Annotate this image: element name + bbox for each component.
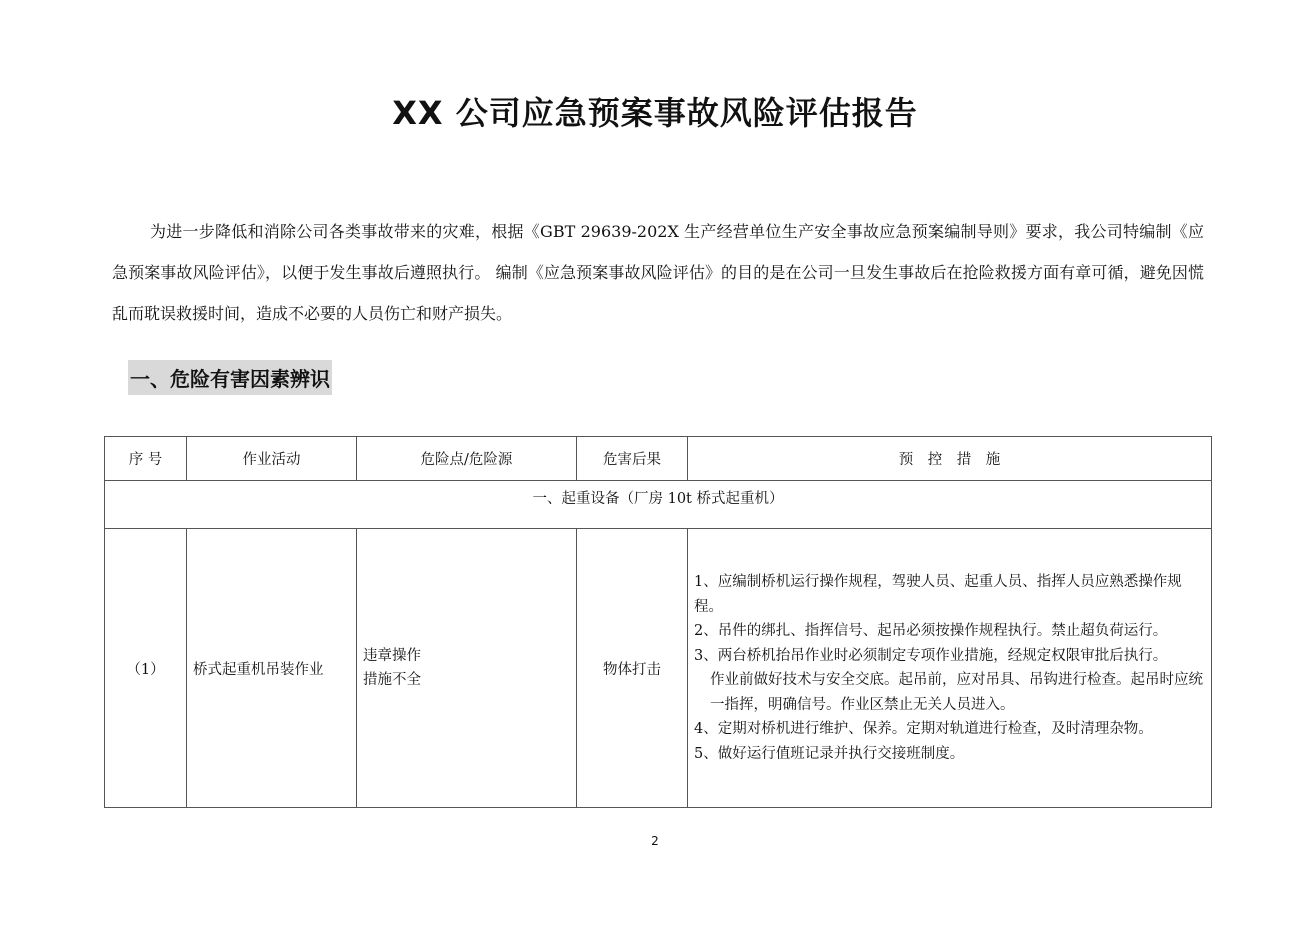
measure-item: 作业前做好技术与安全交底。起吊前，应对吊具、吊钩进行检查。起吊时应统一指挥，明确信号。作业区禁止无关人员进入。 xyxy=(710,672,1203,713)
risk-table xyxy=(104,436,1212,808)
measure-item: 3、两台桥机抬吊作业时必须制定专项作业措施，经规定权限审批后执行。 xyxy=(694,647,1168,664)
intro-paragraph: 为进一步降低和消除公司各类事故带来的灾难，根据《GBT 29639-202X 生产经营单位生产安全事故应急预案编制导则》要求，我公司特编制《应急预案事故风险评估》，以便于发生事故后遵照执行。 编制《应急预案事故风险评估》的目的是在公司一旦发生事故后在抢险救援方面有章可循，避免因慌乱而耽误救援时间，造成不必要的人员伤亡和财产损失。 xyxy=(112,222,1204,323)
group-title: 一、起重设备（厂房 10t 桥式起重机） xyxy=(105,481,1212,529)
hazard-item: 违章操作 xyxy=(363,648,421,664)
header-hazard: 危险点/危险源 xyxy=(357,437,577,481)
row-activity: 桥式起重机吊装作业 xyxy=(187,529,357,808)
header-measures: 预 控 措 施 xyxy=(688,437,1212,481)
hazard-item: 措施不全 xyxy=(363,672,421,688)
group-row xyxy=(105,481,1212,529)
table-row xyxy=(105,529,1212,808)
section-heading: 一、危险有害因素辨识 xyxy=(128,360,332,395)
header-consequence: 危害后果 xyxy=(577,437,688,481)
header-activity: 作业活动 xyxy=(187,437,357,481)
measure-item: 1、应编制桥机运行操作规程，驾驶人员、起重人员、指挥人员应熟悉操作规程。 xyxy=(694,574,1182,615)
page-number: 2 xyxy=(651,834,659,848)
row-measures xyxy=(688,529,1212,808)
measure-item: 5、做好运行值班记录并执行交接班制度。 xyxy=(694,745,965,762)
row-hazards xyxy=(357,529,577,808)
measure-item: 4、定期对桥机进行维护、保养。定期对轨道进行检查，及时清理杂物。 xyxy=(694,721,1153,737)
document-title: XX 公司应急预案事故风险评估报告 xyxy=(392,94,918,132)
header-index: 序 号 xyxy=(105,437,187,481)
row-index: （1） xyxy=(105,529,187,808)
table-header-row xyxy=(105,437,1212,481)
measure-item: 2、吊件的绑扎、指挥信号、起吊必须按操作规程执行。禁止超负荷运行。 xyxy=(694,623,1168,639)
row-consequence: 物体打击 xyxy=(577,529,688,808)
